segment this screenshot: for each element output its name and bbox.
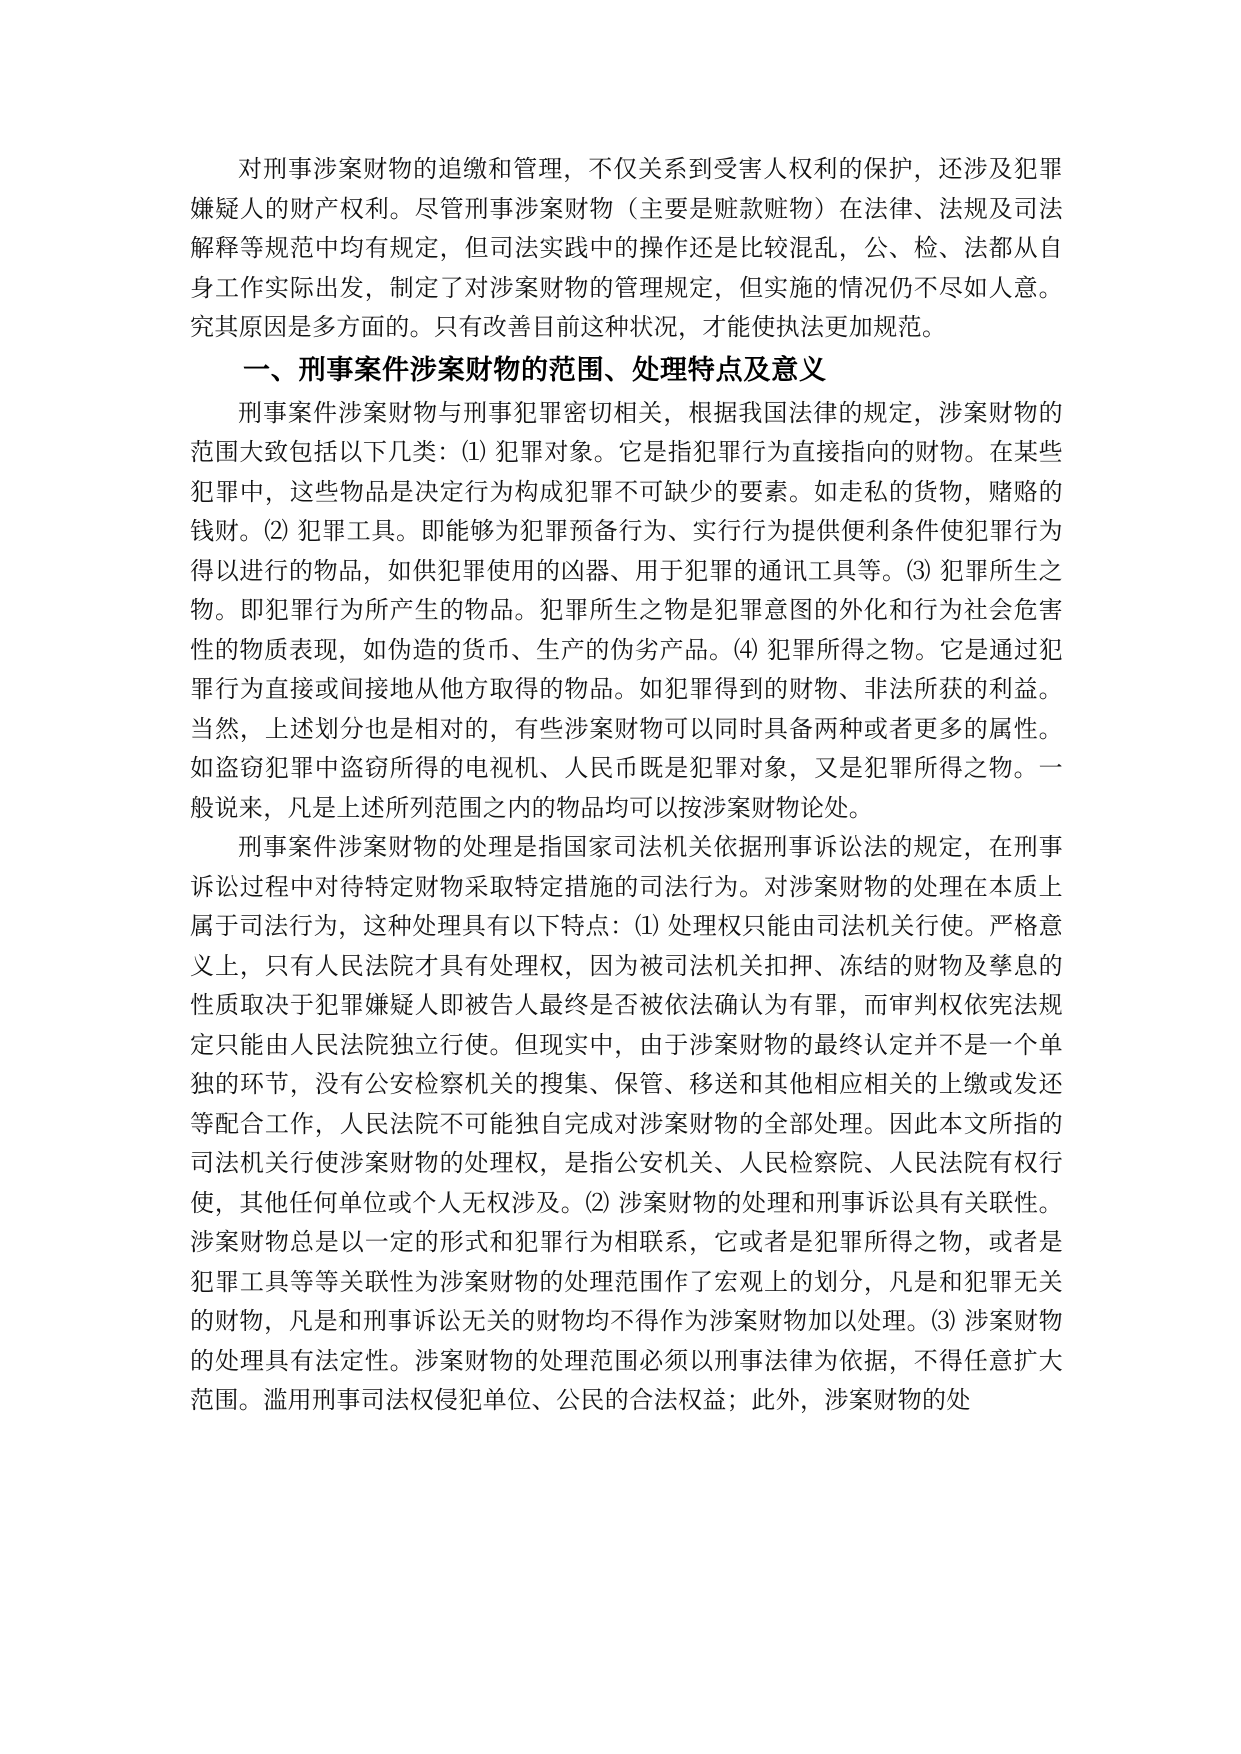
scope-paragraph: 刑事案件涉案财物与刑事犯罪密切相关，根据我国法律的规定，涉案财物的范围大致包括以下几类：⑴ 犯罪对象。它是指犯罪行为直接指向的财物。在某些犯罪中，这些物品是决定行为构成犯罪不可缺少的要素。如走私的货物，赌赂的钱财。⑵ 犯罪工具。即能够为犯罪预备行为、实行行为提供便利条件使犯罪行为得以进行的物品，如供犯罪使用的凶器、用于犯罪的通讯工具等。⑶ 犯罪所生之物。即犯罪行为所产生的物品。犯罪所生之物是犯罪意图的外化和行为社会危害性的物质表现，如伪造的货币、生产的伪劣产品。⑷ 犯罪所得之物。它是通过犯罪行为直接或间接地从他方取得的物品。如犯罪得到的财物、非法所获的利益。当然，上述划分也是相对的，有些涉案财物可以同时具备两种或者更多的属性。如盗窃犯罪中盗窃所得的电视机、人民币既是犯罪对象，又是犯罪所得之物。一般说来，凡是上述所列范围之内的物品均可以按涉案财物论处。 (190, 398, 1063, 822)
document-body (190, 150, 1063, 1421)
section-heading: 一、刑事案件涉案财物的范围、处理特点及意义 (243, 354, 827, 386)
features-paragraph: 刑事案件涉案财物的处理是指国家司法机关依据刑事诉讼法的规定，在刑事诉讼过程中对待特定财物采取特定措施的司法行为。对涉案财物的处理在本质上属于司法行为，这种处理具有以下特点：⑴ 处理权只能由司法机关行使。严格意义上，只有人民法院才具有处理权，因为被司法机关扣押、冻结的财物及孳息的性质取决于犯罪嫌疑人即被告人最终是否被依法确认为有罪，而审判权依宪法规定只能由人民法院独立行使。但现实中，由于涉案财物的最终认定并不是一个单独的环节，没有公安检察机关的搜集、保管、移送和其他相应相关的上缴或发还等配合工作，人民法院不可能独自完成对涉案财物的全部处理。因此本文所指的司法机关行使涉案财物的处理权，是指公安机关、人民检察院、人民法院有权行使，其他任何单位或个人无权涉及。⑵ 涉案财物的处理和刑事诉讼具有关联性。涉案财物总是以一定的形式和犯罪行为相联系，它或者是犯罪所得之物，或者是犯罪工具等等关联性为涉案财物的处理范围作了宏观上的划分，凡是和犯罪无关的财物，凡是和刑事诉讼无关的财物均不得作为涉案财物加以处理。⑶ 涉案财物的处理具有法定性。涉案财物的处理范围必须以刑事法律为依据，不得任意扩大范围。滥用刑事司法权侵犯单位、公民的合法权益；此外，涉案财物的处 (190, 833, 1063, 1414)
intro-paragraph: 对刑事涉案财物的追缴和管理，不仅关系到受害人权利的保护，还涉及犯罪嫌疑人的财产权利。尽管刑事涉案财物（主要是赃款赃物）在法律、法规及司法解释等规范中均有规定，但司法实践中的操作还是比较混乱，公、检、法都从自身工作实际出发，制定了对涉案财物的管理规定，但实施的情况仍不尽如人意。究其原因是多方面的。只有改善目前这种状况，才能使执法更加规范。 (190, 155, 1063, 341)
